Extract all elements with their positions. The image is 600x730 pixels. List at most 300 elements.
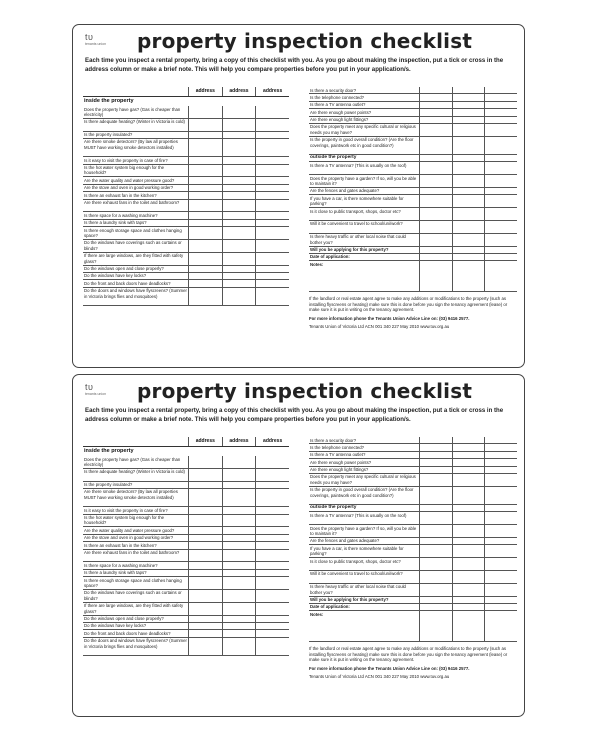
checkbox-cell[interactable]	[419, 597, 452, 603]
checkbox-cell[interactable]	[255, 227, 289, 239]
checkbox-cell[interactable]	[419, 452, 452, 458]
checkbox-cell[interactable]	[188, 240, 222, 252]
notes-cell[interactable]	[452, 261, 485, 291]
checkbox-cell[interactable]	[484, 247, 517, 253]
checkbox-cell[interactable]	[188, 200, 222, 212]
checkbox-cell[interactable]	[484, 437, 517, 443]
checkbox-cell[interactable]	[452, 512, 485, 524]
checkbox-cell[interactable]	[188, 489, 222, 506]
checkbox-cell[interactable]	[452, 452, 485, 458]
checkbox-cell[interactable]	[419, 175, 452, 187]
checklist-row	[309, 444, 517, 451]
checkbox-cell[interactable]	[452, 525, 485, 537]
checkbox-cell[interactable]	[452, 137, 485, 154]
checkbox-cell[interactable]	[452, 102, 485, 108]
checkbox-cell[interactable]	[484, 512, 517, 524]
checkbox-cell[interactable]	[452, 188, 485, 194]
checkbox-cell[interactable]	[484, 87, 517, 93]
outside-heading: outside the property	[310, 155, 357, 161]
checkbox-cell[interactable]	[484, 487, 517, 504]
checkbox-cell[interactable]	[452, 437, 485, 443]
checkbox-cell[interactable]	[188, 507, 222, 513]
checkbox-cell[interactable]	[452, 545, 485, 557]
checkbox-cell[interactable]	[452, 208, 485, 220]
checkbox-cell[interactable]	[222, 192, 256, 198]
checklist-row	[83, 185, 289, 192]
checklist-row	[83, 456, 289, 469]
checkbox-cell[interactable]	[452, 474, 485, 486]
checkbox-cell[interactable]	[484, 109, 517, 115]
checkbox-cell[interactable]	[255, 489, 289, 506]
checkbox-cell[interactable]	[255, 132, 289, 138]
checkbox-cell[interactable]	[188, 157, 222, 163]
checkbox-cell[interactable]	[222, 469, 256, 481]
checkbox-cell[interactable]	[255, 200, 289, 212]
checkbox-cell[interactable]	[484, 459, 517, 465]
checkbox-cell[interactable]	[222, 515, 256, 527]
checkbox-cell[interactable]	[188, 590, 222, 602]
checkbox-cell[interactable]	[188, 469, 222, 481]
checkbox-cell[interactable]	[452, 234, 485, 246]
checklist-row	[83, 507, 289, 514]
checkbox-cell[interactable]	[222, 132, 256, 138]
checkbox-cell[interactable]	[419, 87, 452, 93]
date-label: Date of application:	[310, 254, 350, 260]
question-text: Are there enough light fittings?	[310, 467, 369, 473]
checkbox-cell[interactable]	[419, 525, 452, 537]
checklist-row	[83, 273, 289, 280]
checkbox-cell[interactable]	[419, 437, 452, 443]
checkbox-cell[interactable]	[188, 119, 222, 131]
checkbox-cell[interactable]	[484, 444, 517, 450]
checkbox-cell[interactable]	[255, 106, 289, 118]
checkbox-cell[interactable]	[255, 266, 289, 272]
question-text: Is the hot water system big enough for the household?	[84, 165, 165, 176]
checkbox-cell[interactable]	[222, 139, 256, 156]
checklist-row	[83, 577, 289, 590]
footer-note: If the landlord or real estate agent agree to make any additions or modifications to the property (such as installing flyscreens or heating) make sure this is done before you sign the tenancy agreement (lease) or make sure it is put in writing on the tenancy agreement.	[309, 646, 508, 663]
question-text: Are there smoke detectors? (By law all properties MUST have working smoke detectors installed)	[84, 139, 178, 150]
checkbox-cell[interactable]	[188, 570, 222, 576]
checkbox-cell[interactable]	[188, 577, 222, 589]
checkbox-cell[interactable]	[188, 562, 222, 568]
checkbox-cell[interactable]	[484, 94, 517, 100]
checkbox-cell[interactable]	[188, 456, 222, 468]
checkbox-cell[interactable]	[484, 452, 517, 458]
checkbox-cell[interactable]	[188, 212, 222, 218]
checklist-row	[83, 177, 289, 184]
checkbox-cell[interactable]	[484, 137, 517, 154]
checkbox-cell[interactable]	[255, 165, 289, 177]
checkbox-cell[interactable]	[484, 234, 517, 246]
notes-cell[interactable]	[419, 261, 452, 291]
checkbox-cell[interactable]	[452, 87, 485, 93]
checkbox-cell[interactable]	[484, 162, 517, 174]
checklist-row	[309, 558, 517, 571]
checkbox-cell[interactable]	[419, 247, 452, 253]
checkbox-cell[interactable]	[484, 505, 517, 511]
checkbox-cell[interactable]	[255, 119, 289, 131]
footer-note: If the landlord or real estate agent agree to make any additions or modifications to the property (such as installing flyscreens or heating) make sure this is done before you sign the tenancy agreement (lease) or make sure it is put in writing on the tenancy agreement.	[309, 296, 508, 313]
question-text: Is there a TV antenna? (This is usually on the roof)	[310, 162, 407, 168]
checkbox-cell[interactable]	[419, 571, 452, 583]
question-text: Are there exhaust fans in the toilet and bathroom?	[84, 550, 180, 556]
checkbox-cell[interactable]	[188, 603, 222, 615]
question-text: If there are large windows, are they fitted with safety glass?	[84, 603, 184, 614]
checklist-row	[309, 109, 517, 116]
tenants-union-logo	[85, 383, 107, 399]
footer	[309, 296, 517, 330]
checkbox-cell[interactable]	[419, 124, 452, 136]
checkbox-cell[interactable]	[255, 220, 289, 226]
checkbox-cell[interactable]	[452, 175, 485, 187]
checkbox-cell[interactable]	[419, 208, 452, 220]
checkbox-cell[interactable]	[222, 489, 256, 506]
question-text: Are the stove and oven in good working order?	[84, 535, 174, 541]
checkbox-cell[interactable]	[484, 188, 517, 194]
question-text: Is it easy to visit the property in case of fire?	[84, 157, 168, 163]
checkbox-cell[interactable]	[419, 94, 452, 100]
checkbox-cell[interactable]	[188, 515, 222, 527]
checkbox-cell[interactable]	[484, 571, 517, 583]
checkbox-cell[interactable]	[452, 597, 485, 603]
checkbox-cell[interactable]	[255, 542, 289, 548]
checkbox-cell[interactable]	[222, 527, 256, 533]
checkbox-cell[interactable]	[222, 550, 256, 562]
checkbox-cell[interactable]	[419, 444, 452, 450]
checkbox-cell[interactable]	[452, 155, 485, 161]
checkbox-cell[interactable]	[419, 221, 452, 233]
checkbox-cell[interactable]	[188, 253, 222, 265]
checkbox-cell[interactable]	[255, 507, 289, 513]
checkbox-cell[interactable]	[188, 165, 222, 177]
checkbox-cell[interactable]	[188, 482, 222, 488]
checkbox-cell[interactable]	[255, 577, 289, 589]
question-text: Do the doors and windows have flyscreens? (Summer in Victoria brings flies and mosquitoes)	[84, 638, 187, 649]
checkbox-cell[interactable]	[419, 558, 452, 570]
inside-checklist	[83, 437, 289, 656]
checkbox-cell[interactable]	[222, 288, 256, 305]
checkbox-cell[interactable]	[255, 515, 289, 527]
checkbox-cell[interactable]	[255, 157, 289, 163]
checkbox-cell[interactable]	[452, 254, 485, 260]
checkbox-cell[interactable]	[188, 535, 222, 541]
question-text: Do the windows have key locks?	[84, 623, 147, 629]
checklist-row	[83, 266, 289, 273]
checkbox-cell[interactable]	[255, 253, 289, 265]
checkbox-cell[interactable]	[255, 280, 289, 286]
logo-caption: tenants union	[85, 42, 107, 46]
checkbox-cell[interactable]	[255, 482, 289, 488]
checkbox-cell[interactable]	[452, 247, 485, 253]
checkbox-cell[interactable]	[188, 177, 222, 183]
checkbox-cell[interactable]	[255, 638, 289, 655]
checkbox-cell[interactable]	[255, 570, 289, 576]
address-column-header: address	[255, 437, 289, 446]
checkbox-cell[interactable]	[188, 227, 222, 239]
checkbox-cell[interactable]	[419, 162, 452, 174]
checkbox-cell[interactable]	[255, 550, 289, 562]
checkbox-cell[interactable]	[222, 157, 256, 163]
question-text: Are the fences and gates adequate?	[310, 538, 380, 544]
checkbox-cell[interactable]	[188, 132, 222, 138]
checklist-row	[309, 459, 517, 466]
question-text: Do the windows have coverings such as curtains or blinds?	[84, 590, 182, 601]
checkbox-cell[interactable]	[484, 467, 517, 473]
outside-heading-row	[309, 505, 517, 512]
checkbox-cell[interactable]	[222, 273, 256, 279]
checkbox-cell[interactable]	[452, 604, 485, 610]
checkbox-cell[interactable]	[419, 234, 452, 246]
checkbox-cell[interactable]	[452, 117, 485, 123]
checkbox-cell[interactable]	[484, 221, 517, 233]
checkbox-cell[interactable]	[419, 188, 452, 194]
checkbox-cell[interactable]	[419, 459, 452, 465]
checklist-row	[83, 489, 289, 507]
checkbox-cell[interactable]	[255, 590, 289, 602]
intro-text: Each time you inspect a rental property, bring a copy of this checklist with you. As you go about making the inspection, put a tick or cross in the address column or make a brief note. This will help you compare properties before you put in your application/s.	[85, 407, 504, 423]
checkbox-cell[interactable]	[188, 616, 222, 622]
checkbox-cell[interactable]	[222, 638, 256, 655]
checkbox-cell[interactable]	[255, 535, 289, 541]
checkbox-cell[interactable]	[419, 604, 452, 610]
checklist-row	[83, 165, 289, 178]
checkbox-cell[interactable]	[222, 220, 256, 226]
question-text: Do the windows open and close properly?	[84, 266, 164, 271]
checkbox-cell[interactable]	[419, 117, 452, 123]
checklist-row	[83, 535, 289, 542]
checkbox-cell[interactable]	[222, 630, 256, 636]
checkbox-cell[interactable]	[188, 630, 222, 636]
question-text: Does the property have gas? (Gas is cheaper than electricity)	[84, 106, 181, 117]
notes-cell[interactable]	[452, 611, 485, 641]
address-column-header: address	[188, 87, 222, 96]
question-text: Is there space for a washing machine?	[84, 562, 158, 568]
checkbox-cell[interactable]	[452, 571, 485, 583]
checkbox-cell[interactable]	[255, 288, 289, 305]
checkbox-cell[interactable]	[484, 525, 517, 537]
checkbox-cell[interactable]	[452, 444, 485, 450]
checkbox-cell[interactable]	[222, 119, 256, 131]
checkbox-cell[interactable]	[188, 139, 222, 156]
checklist-row	[309, 487, 517, 505]
question-text: Is the property insulated?	[84, 482, 133, 488]
checkbox-cell[interactable]	[188, 550, 222, 562]
checkbox-cell[interactable]	[452, 195, 485, 207]
checkbox-cell[interactable]	[255, 177, 289, 183]
checkbox-cell[interactable]	[222, 482, 256, 488]
checkbox-cell[interactable]	[419, 195, 452, 207]
checkbox-cell[interactable]	[222, 542, 256, 548]
checkbox-cell[interactable]	[188, 527, 222, 533]
checkbox-cell[interactable]	[255, 630, 289, 636]
checkbox-cell[interactable]	[419, 102, 452, 108]
checkbox-cell[interactable]	[188, 638, 222, 655]
notes-row	[309, 261, 517, 292]
question-text: Is it easy to visit the property in case of fire?	[84, 507, 168, 513]
checklist-row	[309, 571, 517, 584]
checkbox-cell[interactable]	[222, 280, 256, 286]
checkbox-cell[interactable]	[222, 590, 256, 602]
checkbox-cell[interactable]	[484, 584, 517, 596]
question-text: Is there space for a washing machine?	[84, 212, 158, 218]
checkbox-cell[interactable]	[255, 192, 289, 198]
checkbox-cell[interactable]	[222, 603, 256, 615]
checkbox-cell[interactable]	[452, 467, 485, 473]
checklist-row	[309, 512, 517, 525]
checkbox-cell[interactable]	[419, 512, 452, 524]
question-text: Does the property have gas? (Gas is cheaper than electricity)	[84, 456, 181, 467]
checkbox-cell[interactable]	[222, 577, 256, 589]
question-text: Is there a TV antenna outlet?	[310, 102, 366, 108]
checkbox-cell[interactable]	[452, 94, 485, 100]
checkbox-cell[interactable]	[255, 273, 289, 279]
notes-cell[interactable]	[484, 261, 517, 291]
checkbox-cell[interactable]	[419, 545, 452, 557]
checkbox-cell[interactable]	[484, 175, 517, 187]
checklist-row	[309, 437, 517, 444]
checkbox-cell[interactable]	[452, 109, 485, 115]
checkbox-cell[interactable]	[484, 538, 517, 544]
checkbox-cell[interactable]	[222, 240, 256, 252]
checkbox-cell[interactable]	[255, 616, 289, 622]
card-header	[73, 375, 524, 405]
checklist-row	[309, 162, 517, 175]
checklist-row	[83, 527, 289, 534]
checkbox-cell[interactable]	[484, 604, 517, 610]
checklist-row	[83, 253, 289, 266]
checklist-row	[83, 542, 289, 549]
checkbox-cell[interactable]	[255, 212, 289, 218]
inside-heading: inside the property	[84, 98, 134, 104]
question-text: Is there enough storage space and clothes hanging space?	[84, 227, 182, 239]
outside-heading: outside the property	[310, 505, 357, 511]
checkbox-cell[interactable]	[452, 221, 485, 233]
checkbox-cell[interactable]	[419, 137, 452, 154]
checklist-row	[83, 240, 289, 253]
checkbox-cell[interactable]	[188, 288, 222, 305]
checkbox-cell[interactable]	[188, 266, 222, 272]
checkbox-cell[interactable]	[484, 597, 517, 603]
checkbox-cell[interactable]	[484, 545, 517, 557]
question-text: Are there smoke detectors? (By law all properties MUST have working smoke detectors installed)	[84, 489, 178, 500]
checkbox-cell[interactable]	[222, 623, 256, 629]
checkbox-cell[interactable]	[255, 240, 289, 252]
checklist-row	[309, 234, 517, 247]
checkbox-cell[interactable]	[255, 527, 289, 533]
checkbox-cell[interactable]	[452, 584, 485, 596]
checkbox-cell[interactable]	[222, 106, 256, 118]
checkbox-cell[interactable]	[484, 124, 517, 136]
checkbox-cell[interactable]	[188, 280, 222, 286]
card-header	[73, 25, 524, 55]
checkbox-cell[interactable]	[188, 220, 222, 226]
checkbox-cell[interactable]	[452, 558, 485, 570]
checkbox-cell[interactable]	[188, 273, 222, 279]
checkbox-cell[interactable]	[484, 208, 517, 220]
checklist-row	[83, 139, 289, 157]
checkbox-cell[interactable]	[419, 254, 452, 260]
notes-cell[interactable]	[484, 611, 517, 641]
footer-org: Tenants Union of Victoria Ltd ACN 001 340 227 May 2010 www.tuv.org.au	[309, 674, 450, 680]
checkbox-cell[interactable]	[484, 195, 517, 207]
question-text: Is there adequate heating? (Winter in Victoria is cold)	[84, 469, 185, 475]
checkbox-cell[interactable]	[188, 185, 222, 191]
checklist-row	[83, 106, 289, 119]
checkbox-cell[interactable]	[484, 117, 517, 123]
checkbox-cell[interactable]	[222, 616, 256, 622]
apply-label: Will you be applying for this property?	[310, 247, 389, 253]
checkbox-cell[interactable]	[222, 212, 256, 218]
checkbox-cell[interactable]	[452, 124, 485, 136]
checkbox-cell[interactable]	[484, 474, 517, 486]
checkbox-cell[interactable]	[484, 155, 517, 161]
checkbox-cell[interactable]	[222, 185, 256, 191]
checkbox-cell[interactable]	[222, 507, 256, 513]
checkbox-cell[interactable]	[255, 469, 289, 481]
checklist-row	[83, 482, 289, 489]
checkbox-cell[interactable]	[222, 266, 256, 272]
question-text: Do the windows have coverings such as curtains or blinds?	[84, 240, 182, 251]
checkbox-cell[interactable]	[452, 538, 485, 544]
checkbox-cell[interactable]	[188, 623, 222, 629]
checkbox-cell[interactable]	[419, 505, 452, 511]
checkbox-cell[interactable]	[255, 139, 289, 156]
checkbox-cell[interactable]	[255, 623, 289, 629]
checkbox-cell[interactable]	[484, 254, 517, 260]
checkbox-cell[interactable]	[188, 106, 222, 118]
checklist-row	[83, 623, 289, 630]
question-text: Do the doors and windows have flyscreens? (Summer in Victoria brings flies and mosquitoes)	[84, 288, 187, 299]
checkbox-cell[interactable]	[255, 185, 289, 191]
checkbox-cell[interactable]	[452, 459, 485, 465]
checkbox-cell[interactable]	[452, 487, 485, 504]
question-text: Are there enough power points?	[310, 109, 372, 115]
checkbox-cell[interactable]	[188, 192, 222, 198]
checkbox-cell[interactable]	[222, 570, 256, 576]
checkbox-cell[interactable]	[419, 155, 452, 161]
notes-cell[interactable]	[419, 611, 452, 641]
checkbox-cell[interactable]	[222, 200, 256, 212]
checkbox-cell[interactable]	[419, 109, 452, 115]
checkbox-cell[interactable]	[419, 467, 452, 473]
checkbox-cell[interactable]	[419, 538, 452, 544]
checkbox-cell[interactable]	[255, 603, 289, 615]
date-row	[309, 604, 517, 611]
checkbox-cell[interactable]	[222, 456, 256, 468]
checkbox-cell[interactable]	[222, 253, 256, 265]
checkbox-cell[interactable]	[452, 162, 485, 174]
checkbox-cell[interactable]	[484, 558, 517, 570]
checklist-row	[83, 469, 289, 482]
checkbox-cell[interactable]	[222, 165, 256, 177]
checkbox-cell[interactable]	[452, 505, 485, 511]
checklist-row	[309, 124, 517, 137]
checkbox-cell[interactable]	[484, 102, 517, 108]
checkbox-cell[interactable]	[222, 177, 256, 183]
right-checklist	[309, 87, 517, 333]
question-text: If you have a car, is there somewhere suitable for parking?	[310, 545, 404, 557]
checkbox-cell[interactable]	[222, 562, 256, 568]
checkbox-cell[interactable]	[188, 542, 222, 548]
checkbox-cell[interactable]	[222, 227, 256, 239]
checkbox-cell[interactable]	[255, 456, 289, 468]
checkbox-cell[interactable]	[419, 474, 452, 486]
checkbox-cell[interactable]	[255, 562, 289, 568]
checkbox-cell[interactable]	[419, 487, 452, 504]
checkbox-cell[interactable]	[222, 535, 256, 541]
checkbox-cell[interactable]	[419, 584, 452, 596]
